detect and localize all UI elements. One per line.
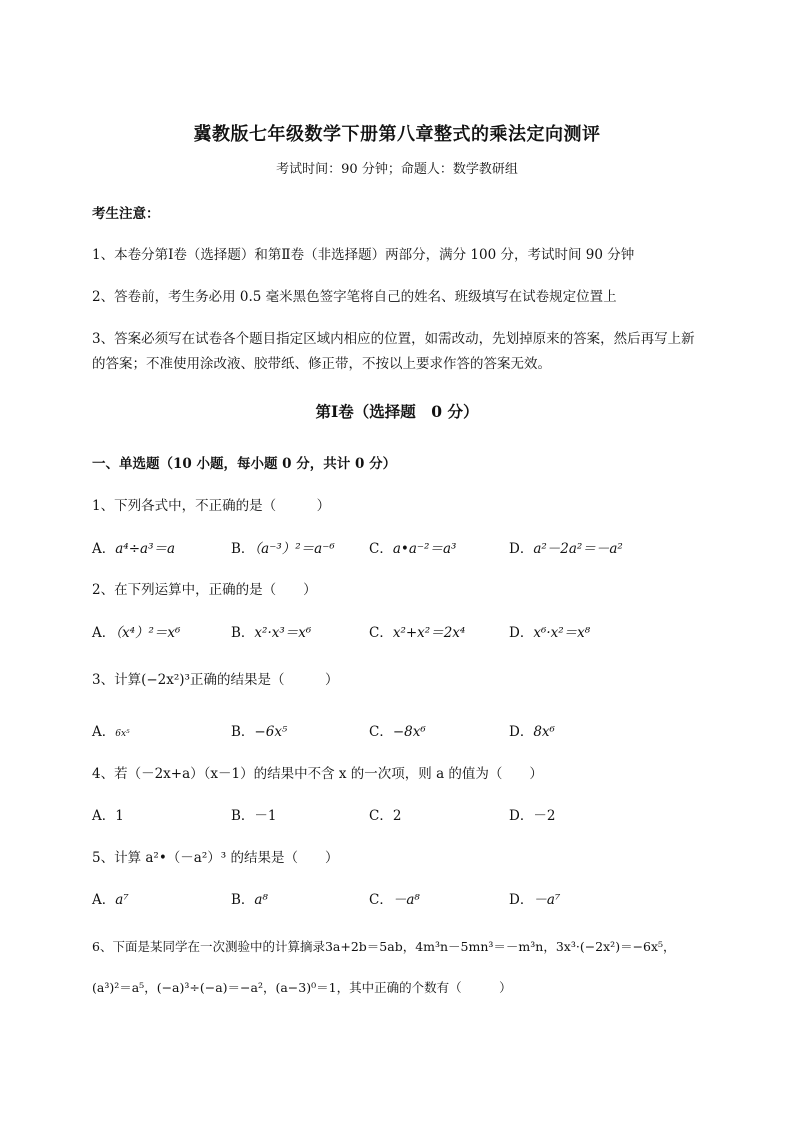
option-label: C．: [369, 625, 393, 641]
option-label: C．: [369, 808, 393, 824]
option-text: （a⁻³）²＝a⁻⁶: [254, 541, 335, 557]
option-text: x²·x³＝x⁶: [254, 625, 312, 641]
notice-heading: 考生注意：: [92, 206, 160, 222]
question-2-option-b[interactable]: [231, 621, 311, 641]
option-label: D．: [509, 625, 534, 641]
notice-item-3-cont: 的答案；不准使用涂改液、胶带纸、修正带，不按以上要求作答的答案无效。: [92, 356, 551, 372]
question-2-stem: 2、在下列运算中，正确的是（ ）: [92, 582, 317, 598]
option-text: （x⁴）²＝x⁶: [115, 625, 181, 641]
option-text: 1: [115, 808, 124, 824]
option-label: B．: [231, 724, 255, 740]
question-1-stem: 1、下列各式中，不正确的是（ ）: [92, 498, 331, 514]
question-5-stem: 5、计算 a²•（－a²）³ 的结果是（ ）: [92, 850, 339, 866]
question-3-option-b[interactable]: [231, 720, 287, 740]
question-3-stem: 3、计算(−2x²)³正确的结果是（ ）: [92, 672, 339, 688]
option-text: 6x⁵: [115, 729, 130, 739]
question-2-option-a[interactable]: [92, 621, 180, 641]
question-5-option-d[interactable]: [509, 888, 560, 908]
question-2-option-d[interactable]: [509, 621, 590, 641]
question-1-option-a[interactable]: [92, 537, 175, 557]
question-5-option-b[interactable]: [231, 888, 268, 908]
option-text: x²+x²＝2x⁴: [392, 625, 466, 641]
option-label: C．: [369, 541, 393, 557]
option-label: A．: [92, 541, 116, 557]
option-label: C．: [369, 724, 393, 740]
option-label: B．: [231, 541, 255, 557]
question-1-option-d[interactable]: [509, 537, 623, 557]
question-4-option-c[interactable]: [369, 804, 401, 824]
page-title: 冀教版七年级数学下册第八章整式的乘法定向测评: [193, 124, 601, 145]
option-text: －2: [533, 808, 556, 824]
question-2-option-c[interactable]: [369, 621, 465, 641]
option-text: −8x⁶: [392, 724, 426, 740]
option-text: －a⁸: [392, 892, 420, 908]
option-text: a⁷: [115, 892, 129, 908]
question-6-stem: 6、下面是某同学在一次测验中的计算摘录3a+2b＝5ab，4m³n－5mn³＝－m³n，3x³·(−2x²)＝−6x⁵，: [92, 939, 676, 954]
option-label: C．: [369, 892, 393, 908]
question-5-option-a[interactable]: [92, 888, 129, 908]
question-1-option-c[interactable]: [369, 537, 456, 557]
option-text: 2: [392, 808, 402, 824]
part-heading: 一、单选题（10 小题，每小题 0 分，共计 0 分）: [92, 456, 397, 472]
notice-item-3: 3、答案必须写在试卷各个题目指定区域内相应的位置，如需改动，先划掉原来的答案，然后再写上新: [92, 331, 695, 347]
option-label: A．: [92, 724, 116, 740]
notice-item-1: 1、本卷分第Ⅰ卷（选择题）和第Ⅱ卷（非选择题）两部分，满分 100 分，考试时间 90 分钟: [92, 247, 635, 263]
option-label: D．: [509, 892, 534, 908]
question-3-option-d[interactable]: [509, 720, 555, 740]
option-text: －a⁷: [533, 892, 561, 908]
question-4-option-d[interactable]: [509, 804, 555, 824]
question-3-option-c[interactable]: [369, 720, 426, 740]
option-label: D．: [509, 724, 534, 740]
page-subtitle: 考试时间：90 分钟；命题人：数学教研组: [276, 162, 518, 177]
option-text: −6x⁵: [254, 724, 288, 740]
question-3-option-a[interactable]: [92, 720, 130, 740]
option-label: A．: [92, 892, 116, 908]
question-6-stem-cont: (a³)²＝a⁵，(−a)³÷(−a)＝−a²，(a−3)⁰＝1，其中正确的个数有（ ）: [92, 980, 512, 995]
option-label: B．: [231, 808, 255, 824]
option-label: A．: [92, 808, 116, 824]
option-text: a•a⁻²＝a³: [392, 541, 457, 557]
notice-item-2: 2、答卷前，考生务必用 0.5 毫米黑色签字笔将自己的姓名、班级填写在试卷规定位置上: [92, 289, 617, 305]
option-label: A．: [92, 625, 116, 641]
option-label: B．: [231, 625, 255, 641]
option-text: a⁴÷a³＝a: [115, 541, 176, 557]
section-title: 第Ⅰ卷（选择题 0 分）: [315, 402, 479, 421]
question-1-option-b[interactable]: [231, 537, 335, 557]
option-text: x⁶·x²＝x⁸: [533, 625, 591, 641]
question-4-option-b[interactable]: [231, 804, 277, 824]
option-label: B．: [231, 892, 255, 908]
question-5-option-c[interactable]: [369, 888, 420, 908]
option-text: 8x⁶: [533, 724, 555, 740]
option-text: －1: [254, 808, 277, 824]
question-4-option-a[interactable]: [92, 804, 124, 824]
option-text: a²－2a²＝－a²: [533, 541, 623, 557]
option-text: a⁸: [254, 892, 268, 908]
question-4-stem: 4、若（－2x+a）（x－1）的结果中不含 x 的一次项，则 a 的值为（ ）: [92, 766, 543, 782]
option-label: D．: [509, 808, 534, 824]
option-label: D．: [509, 541, 534, 557]
